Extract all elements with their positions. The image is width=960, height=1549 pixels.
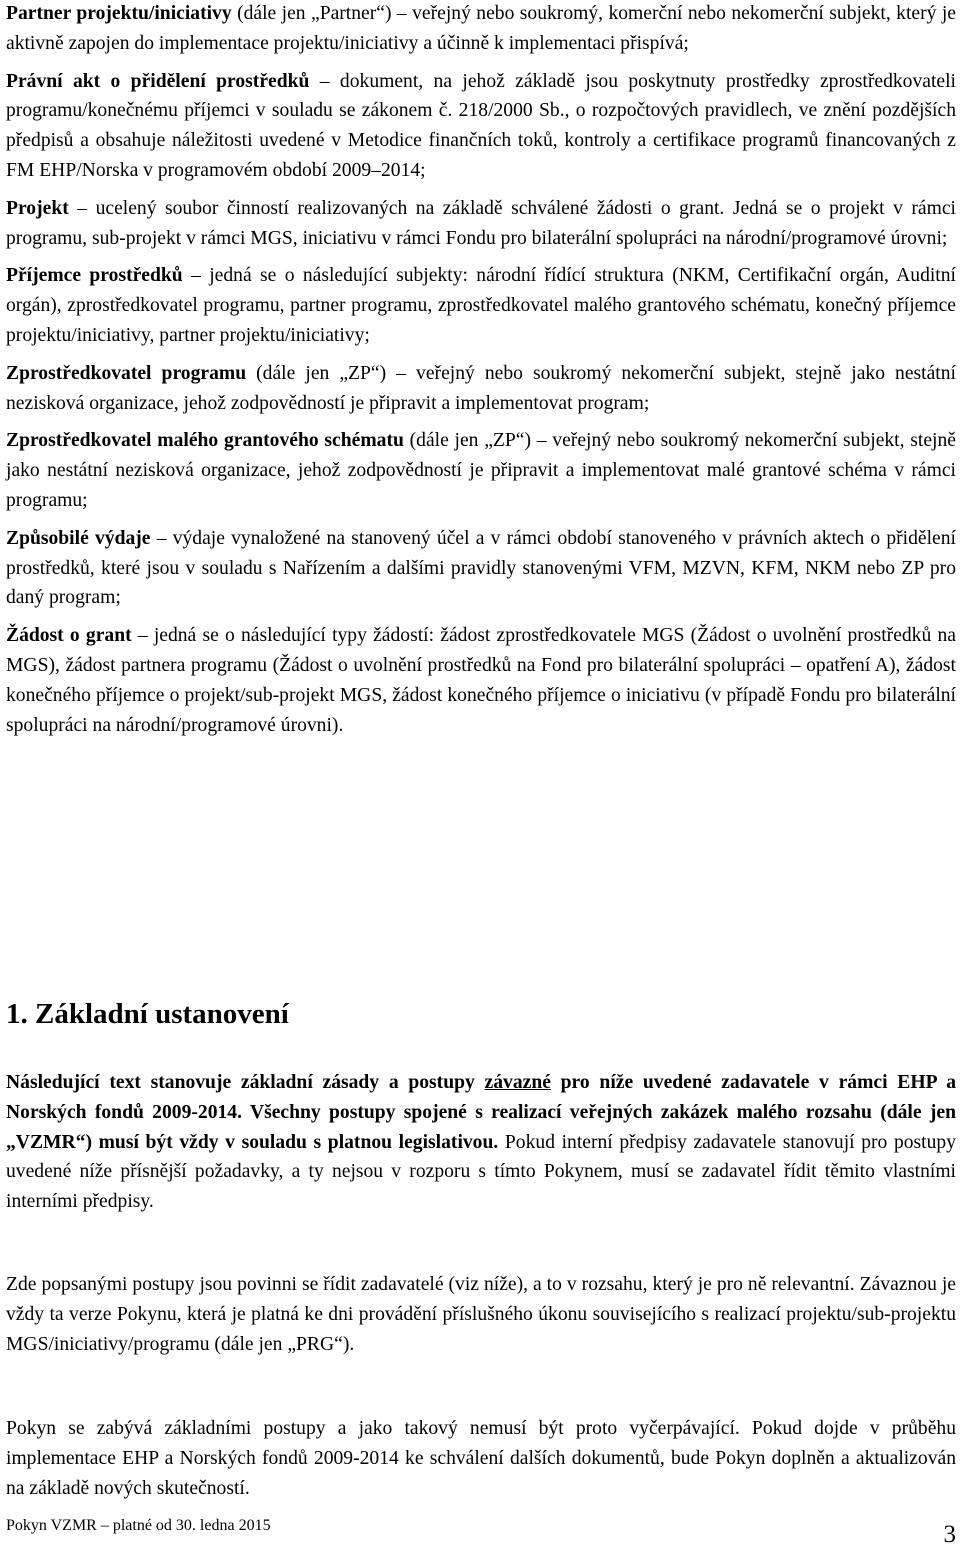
page-number: 3: [943, 1521, 956, 1548]
definition-small-grant-operator: Zprostředkovatel malého grantového schématu (dále jen „ZP“) – veřejný nebo soukromý nekomerční subjekt, stejně jako nestátní nezisková organizace, jehož zodpovědností je připravit a implementovat malé grantové schéma v rámci programu;: [6, 430, 956, 511]
section-paragraph-1: Následující text stanovuje základní zásady a postupy závazné pro níže uvedené zadavatele v rámci EHP a Norských fondů 2009-2014. Všechny postupy spojené s realizací veřejných zakázek malého rozsahu (dále jen „VZMR“) musí být vždy v souladu s platnou legislativou. Pokud interní předpisy zadavatele stanovují pro postupy uvedené níže přísnější požadavky, a ty nejsou v rozporu s tímto Pokynem, musí se zadavatel řídit těmito vlastními interními předpisy.: [6, 1072, 957, 1213]
definition-partner: Partner projektu/iniciativy (dále jen „Partner“) – veřejný nebo soukromý, komerční nebo nekomerční subjekt, který je aktivně zapojen do implementace projektu/iniciativy a účinně k implementaci přispívá;: [6, 3, 956, 54]
definition-grant-application: Žádost o grant – jedná se o následující typy žádostí: žádost zprostředkovatele MGS (Žádost o uvolnění prostředků na MGS), žádost partnera programu (Žádost o uvolnění prostředků na Fond pro bilaterální spolupráci – opatření A), žádost konečného příjemce o projekt/sub-projekt MGS, žádost konečného příjemce o iniciativu (v případě Fondu pro bilaterální spolupráci na národní/programové úrovni).: [6, 625, 956, 736]
section-paragraph-3: Pokyn se zabývá základními postupy a jako takový nemusí být proto vyčerpávající. Pokud dojde v průběhu implementace EHP a Norských fondů 2009-2014 ke schválení dalších dokumentů, bude Pokyn doplněn a aktualizován na základě nových skutečností.: [6, 1418, 956, 1499]
page-footer: Pokyn VZMR – platné od 30. ledna 2015: [6, 1517, 271, 1534]
definition-project: Projekt – ucelený soubor činností realizovaných na základě schválené žádosti o grant. Jedná se o projekt v rámci programu, sub-projekt v rámci MGS, iniciativu v rámci Fondu pro bilaterální spolupráci na národní/programové úrovni;: [6, 197, 956, 249]
definition-recipient: Příjemce prostředků – jedná se o následující subjekty: národní řídící struktura (NKM, Certifikační orgán, Auditní orgán), zprostředkovatel programu, partner programu, zprostředkovatel malého grantového schématu, konečný příjemce projektu/iniciativy, partner projektu/iniciativy;: [6, 265, 956, 346]
document-page: [6, 0, 957, 1548]
definition-program-operator: Zprostředkovatel programu (dále jen „ZP“) – veřejný nebo soukromý nekomerční subjekt, stejně jako nestátní nezisková organizace, jehož zodpovědností je připravit a implementovat program;: [6, 362, 956, 414]
definition-eligible-costs: Způsobilé výdaje – výdaje vynaložené na stanovený účel a v rámci období stanoveného v právních aktech o přidělení prostředků, které jsou v souladu s Nařízením a dalšími pravidly stanovenými VFM, MZVN, KFM, NKM nebo ZP pro daný program;: [6, 527, 956, 609]
section-paragraph-2: Zde popsanými postupy jsou povinni se řídit zadavatelé (viz níže), a to v rozsahu, který je pro ně relevantní. Závaznou je vždy ta verze Pokynu, která je platná ke dni provádění příslušného úkonu souvisejícího s realizací projektu/sub-projektu MGS/iniciativy/programu (dále jen „PRG“).: [6, 1274, 956, 1355]
definition-legal-act: Právní akt o přidělení prostředků – dokument, na jehož základě jsou poskytnuty prostředky zprostředkovateli programu/konečnému příjemci v souladu se zákonem č. 218/2000 Sb., o rozpočtových pravidlech, ve znění pozdějších předpisů a obsahuje náležitosti uvedené v Metodice finančních toků, kontroly a certifikace programů financovaných z FM EHP/Norska v programovém období 2009–2014;: [6, 70, 956, 181]
section-heading: 1. Základní ustanovení: [6, 998, 289, 1030]
definitions-list: [6, 0, 956, 740]
